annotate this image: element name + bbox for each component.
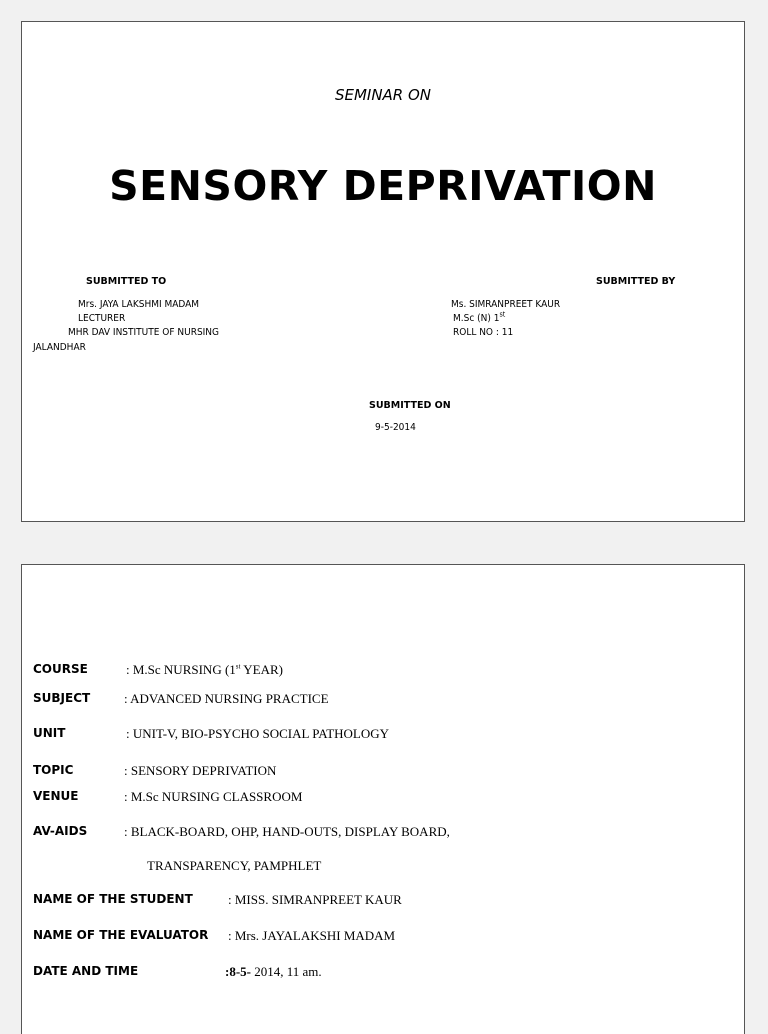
submitted-to-city: JALANDHAR — [33, 342, 86, 353]
evaluator-name-value: : Mrs. JAYALAKSHI MADAM — [228, 928, 396, 943]
course-label: COURSE — [33, 662, 88, 676]
details-page — [21, 564, 745, 1034]
course-value: : M.Sc NURSING (1st YEAR) — [126, 662, 283, 677]
submitted-to-designation: LECTURER — [78, 313, 126, 324]
subject-value: : ADVANCED NURSING PRACTICE — [124, 691, 329, 706]
date-time-label: DATE AND TIME — [33, 964, 139, 978]
submitted-to-heading: SUBMITTED TO — [86, 276, 167, 287]
topic-label: TOPIC — [33, 763, 74, 777]
submitted-by-course: M.Sc (N) 1st — [453, 310, 506, 324]
evaluator-name-label: NAME OF THE EVALUATOR — [33, 928, 209, 942]
submitted-by-heading: SUBMITTED BY — [596, 276, 676, 287]
av-aids-label: AV-AIDS — [33, 824, 88, 838]
seminar-title: SENSORY DEPRIVATION — [109, 162, 657, 210]
submitted-by-roll: ROLL NO : 11 — [453, 327, 514, 338]
submitted-on-date: 9-5-2014 — [375, 422, 416, 433]
unit-label: UNIT — [33, 726, 66, 740]
av-aids-value: : BLACK-BOARD, OHP, HAND-OUTS, DISPLAY BOARD, — [124, 824, 450, 839]
subject-label: SUBJECT — [33, 691, 91, 705]
av-aids-value-continued: TRANSPARENCY, PAMPHLET — [147, 858, 322, 873]
student-name-value: : MISS. SIMRANPREET KAUR — [228, 892, 402, 907]
submitted-by-name: Ms. SIMRANPREET KAUR — [451, 299, 561, 310]
student-name-label: NAME OF THE STUDENT — [33, 892, 193, 906]
venue-value: : M.Sc NURSING CLASSROOM — [124, 789, 303, 804]
submitted-on-heading: SUBMITTED ON — [369, 400, 451, 411]
venue-label: VENUE — [33, 789, 79, 803]
seminar-on-heading: SEMINAR ON — [334, 86, 432, 104]
topic-value: : SENSORY DEPRIVATION — [124, 763, 277, 778]
submitted-to-name: Mrs. JAYA LAKSHMI MADAM — [78, 299, 200, 310]
date-time-value: :8-5- 2014, 11 am. — [225, 964, 322, 979]
submitted-to-institute: MHR DAV INSTITUTE OF NURSING — [68, 327, 220, 338]
cover-page — [21, 21, 745, 522]
unit-value: : UNIT-V, BIO-PSYCHO SOCIAL PATHOLOGY — [126, 726, 390, 741]
